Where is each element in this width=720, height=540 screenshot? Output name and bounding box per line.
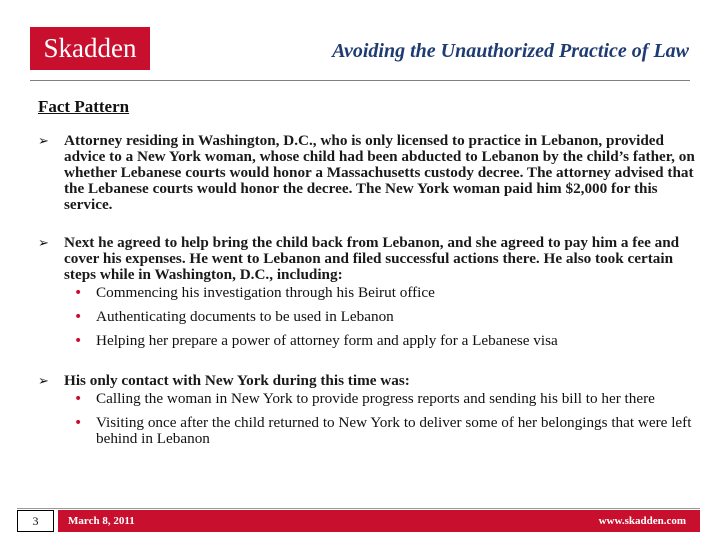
page-number: 3 bbox=[17, 510, 54, 532]
sub-item-text: Authenticating documents to be used in Lebanon bbox=[96, 308, 394, 325]
bullet-2-sub-list bbox=[64, 285, 698, 349]
skadden-logo bbox=[30, 27, 150, 70]
footer-website-link[interactable]: www.skadden.com bbox=[598, 515, 686, 527]
bullet-3-text: His only contact with New York during this time was: bbox=[64, 372, 410, 389]
arrow-bullet-icon: ➢ bbox=[38, 134, 49, 149]
sub-item bbox=[64, 309, 698, 325]
footer-bar bbox=[58, 510, 700, 532]
dot-bullet-icon: • bbox=[74, 415, 83, 431]
header-divider bbox=[30, 80, 690, 81]
bullet-1-text: Attorney residing in Washington, D.C., who is only licensed to practice in Lebanon, provided advice to a New York woman, whose child had been abducted to Lebanon by the child’s father, on whether Lebanese courts would honor a Massachusetts custody decree. The attorney advised that the Lebanese courts would honor the decree. The New York woman paid him $2,000 for this service. bbox=[64, 132, 695, 213]
dot-bullet-icon: • bbox=[74, 391, 83, 407]
sub-item bbox=[64, 415, 698, 447]
sub-item-text: Calling the woman in New York to provide progress reports and sending his bill to her there bbox=[96, 390, 655, 407]
bullet-3-sub-list bbox=[64, 391, 698, 447]
sub-item-text: Commencing his investigation through his Beirut office bbox=[96, 284, 435, 301]
dot-bullet-icon: • bbox=[74, 309, 83, 325]
dot-bullet-icon: • bbox=[74, 333, 83, 349]
logo-text: Skadden bbox=[43, 33, 137, 63]
sub-item-text: Helping her prepare a power of attorney form and apply for a Lebanese visa bbox=[96, 332, 558, 349]
sub-item bbox=[64, 285, 698, 301]
arrow-bullet-icon: ➢ bbox=[38, 236, 49, 251]
sub-item bbox=[64, 391, 698, 407]
arrow-bullet-icon: ➢ bbox=[38, 374, 49, 389]
footer-divider bbox=[17, 508, 700, 509]
section-heading: Fact Pattern bbox=[38, 97, 130, 116]
bullet-2-text: Next he agreed to help bring the child back from Lebanon, and she agreed to pay him a fee and cover his expenses. He went to Lebanon and filed successful actions there. He also took certain steps while in Washington, D.C., including: bbox=[64, 234, 680, 283]
sub-item bbox=[64, 333, 698, 349]
bullet-2 bbox=[38, 235, 698, 357]
dot-bullet-icon: • bbox=[74, 285, 83, 301]
sub-item-text: Visiting once after the child returned to New York to deliver some of her belongings that were left behind in Lebanon bbox=[96, 414, 692, 447]
bullet-1 bbox=[38, 133, 698, 213]
footer-date: March 8, 2011 bbox=[68, 515, 135, 527]
bullet-3 bbox=[38, 373, 698, 455]
slide-title: Avoiding the Unauthorized Practice of Law bbox=[332, 40, 689, 62]
